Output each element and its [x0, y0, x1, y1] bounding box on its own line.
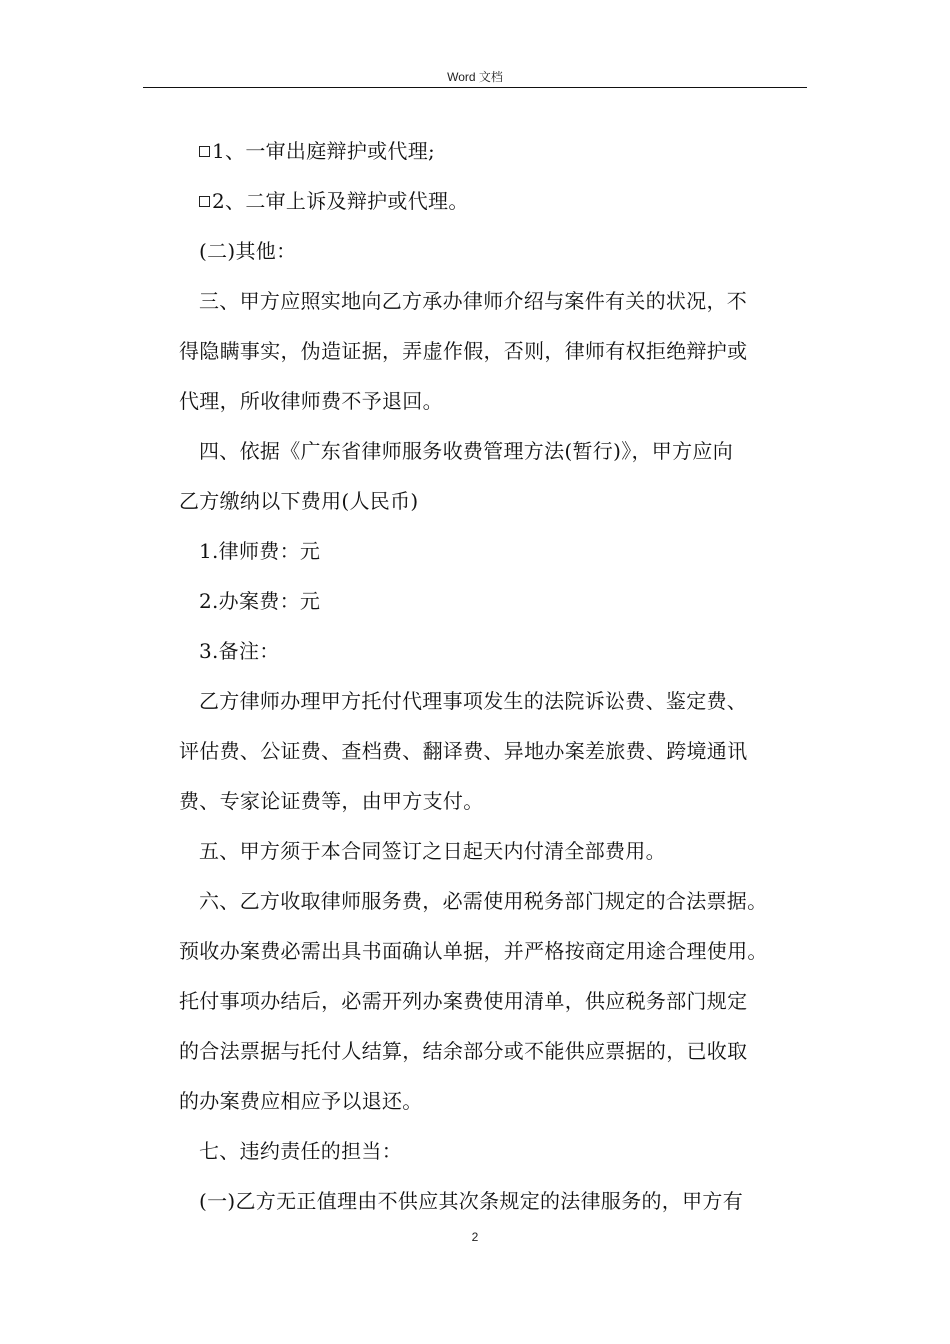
page-header: Word 文档: [447, 70, 503, 84]
text-line: [179, 376, 819, 426]
text-line-content: 2.办案费：元: [199, 589, 321, 613]
text-line: [179, 626, 819, 676]
text-line-content: 四、依据《广东省律师服务收费管理方法(暂行)》，甲方应向: [199, 439, 734, 463]
text-line-content: 乙方缴纳以下费用(人民币): [179, 489, 419, 513]
text-line: [179, 276, 819, 326]
text-line-content: 1、一审出庭辩护或代理;: [212, 139, 436, 163]
text-line-content: 1.律师费：元: [199, 539, 321, 563]
text-line: [179, 1176, 819, 1226]
text-line-content: 三、甲方应照实地向乙方承办律师介绍与案件有关的状况，不: [199, 289, 748, 313]
text-line-content: 的合法票据与托付人结算，结余部分或不能供应票据的，已收取: [179, 1039, 748, 1063]
text-line: [179, 1126, 819, 1176]
text-line-content: 得隐瞒事实，伪造证据，弄虚作假，否则，律师有权拒绝辩护或: [179, 339, 748, 363]
text-line-content: 费、专家论证费等，由甲方支付。: [179, 789, 484, 813]
text-line: [179, 126, 819, 176]
text-line-content: 托付事项办结后，必需开列办案费使用清单，供应税务部门规定: [179, 989, 748, 1013]
text-line: [179, 226, 819, 276]
text-line: [179, 976, 819, 1026]
text-line-content: (二)其他：: [199, 239, 297, 263]
text-line-content: 七、违约责任的担当：: [199, 1139, 402, 1163]
text-line: [179, 576, 819, 626]
text-line-content: 2、二审上诉及辩护或代理。: [212, 189, 469, 213]
text-line: [179, 776, 819, 826]
text-line: [179, 326, 819, 376]
text-line: [179, 176, 819, 226]
text-line-content: 代理，所收律师费不予退回。: [179, 389, 443, 413]
text-line-content: 3.备注：: [199, 639, 280, 663]
text-line: [179, 726, 819, 776]
text-line-content: 乙方律师办理甲方托付代理事项发生的法院诉讼费、鉴定费、: [199, 689, 748, 713]
text-line-content: (一)乙方无正值理由不供应其次条规定的法律服务的，甲方有: [199, 1189, 744, 1213]
page-number: 2: [471, 1230, 479, 1244]
text-line: [179, 526, 819, 576]
text-line-content: 五、甲方须于本合同签订之日起天内付清全部费用。: [199, 839, 666, 863]
checkbox-icon[interactable]: [199, 196, 210, 207]
text-line: [179, 926, 819, 976]
document-body: [179, 126, 819, 1226]
text-line: [179, 676, 819, 726]
text-line: [179, 1026, 819, 1076]
text-line: [179, 1076, 819, 1126]
text-line-content: 评估费、公证费、查档费、翻译费、异地办案差旅费、跨境通讯: [179, 739, 748, 763]
text-line: [179, 426, 819, 476]
text-line: [179, 476, 819, 526]
text-line: [179, 876, 819, 926]
text-line: [179, 826, 819, 876]
header-divider: [143, 87, 807, 88]
text-line-content: 预收办案费必需出具书面确认单据，并严格按商定用途合理使用。: [179, 939, 768, 963]
text-line-content: 的办案费应相应予以退还。: [179, 1089, 423, 1113]
checkbox-icon[interactable]: [199, 146, 210, 157]
text-line-content: 六、乙方收取律师服务费，必需使用税务部门规定的合法票据。: [199, 889, 768, 913]
